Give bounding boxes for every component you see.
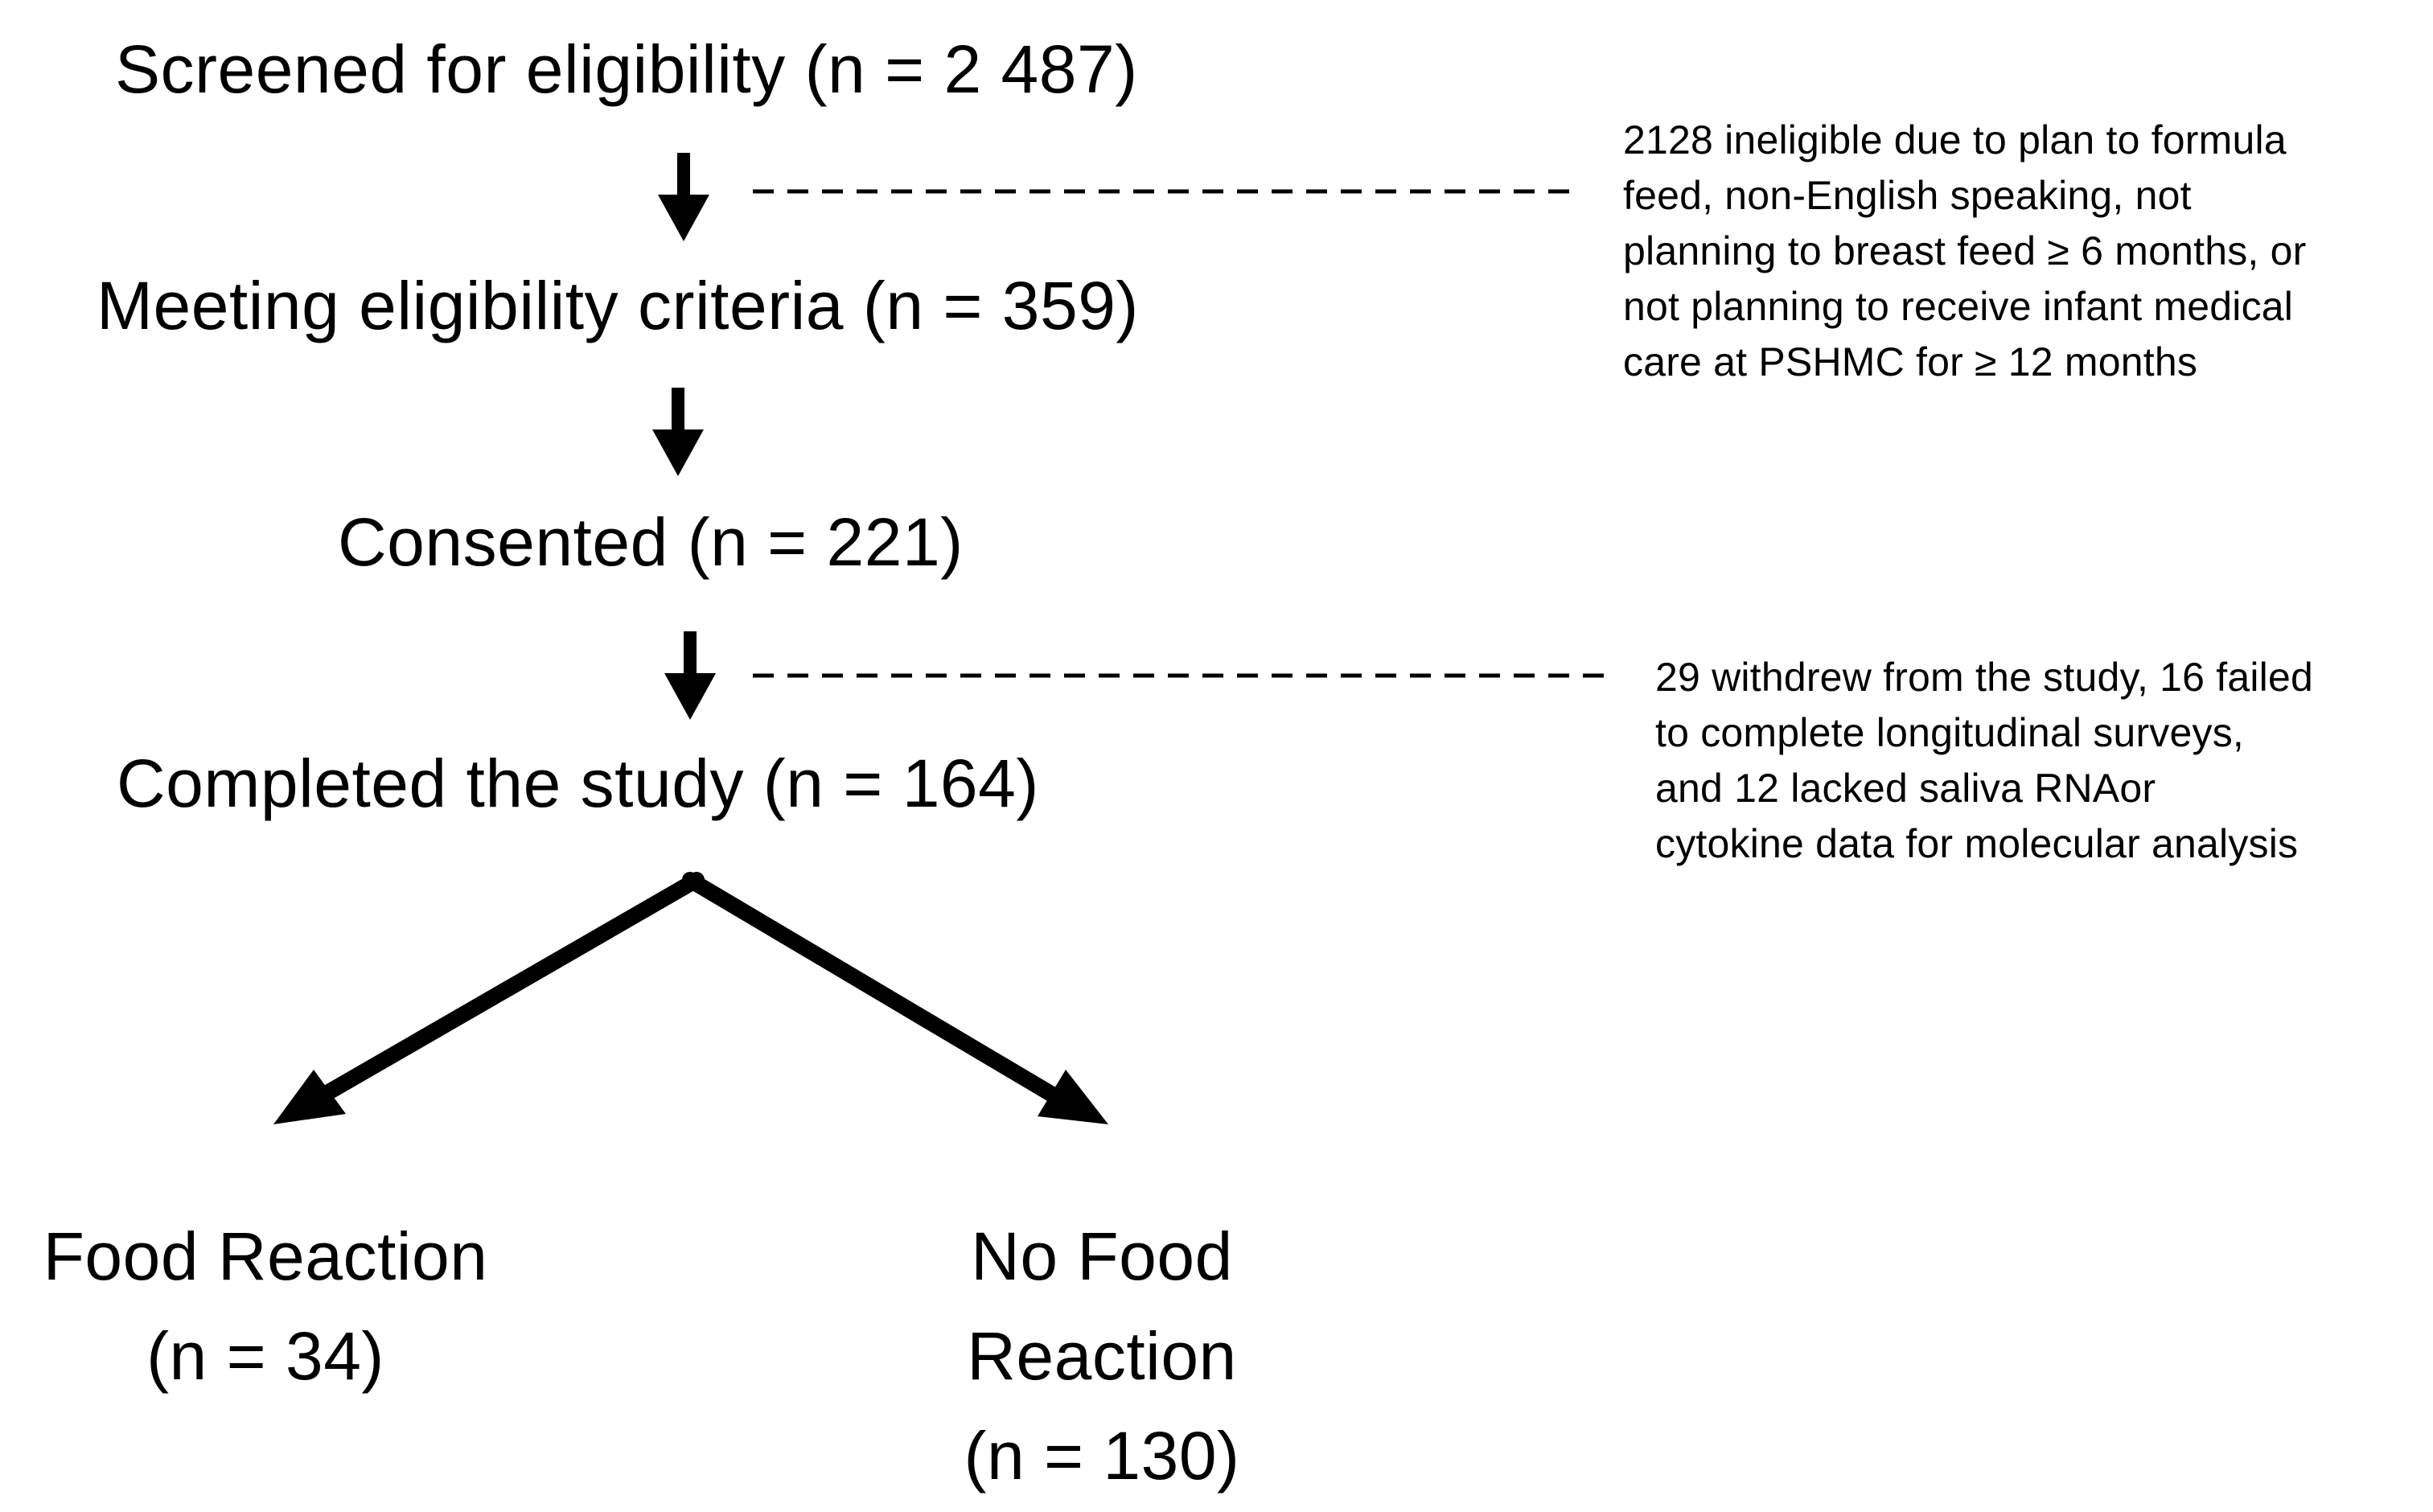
- food-reaction-node: [0, 1206, 531, 1406]
- ineligible-line: 2128 ineligible due to plan to formula: [1623, 117, 2287, 162]
- down-arrow-2: [652, 388, 704, 476]
- ineligible-line: care at PSHMC for ≥ 12 months: [1623, 339, 2198, 384]
- ineligible-note: [1623, 113, 2306, 390]
- ineligible-line: planning to breast feed ≥ 6 months, or: [1623, 228, 2307, 273]
- ineligible-line: not planning to receive infant medical: [1623, 284, 2294, 329]
- screened-node: Screened for eligibility (n = 2 487): [115, 31, 1138, 107]
- withdrawn-line: and 12 lacked saliva RNAor: [1655, 766, 2156, 811]
- split-arrow-left: [273, 880, 697, 1124]
- completed-node: Completed the study (n = 164): [117, 746, 1039, 821]
- down-arrow-3: [664, 631, 716, 720]
- withdrawn-line: cytokine data for molecular analysis: [1655, 821, 2299, 866]
- food-reaction-count: (n = 34): [146, 1318, 384, 1394]
- withdrawn-line: to complete longitudinal surveys,: [1655, 710, 2244, 755]
- withdrawn-line: 29 withdrew from the study, 16 failed: [1655, 655, 2313, 700]
- withdrawn-note: [1655, 650, 2313, 872]
- split-arrow-right: [690, 880, 1108, 1124]
- no-food-reaction-label: No Food: [971, 1218, 1233, 1294]
- down-arrow-1: [658, 153, 709, 241]
- no-food-reaction-count: (n = 130): [964, 1418, 1240, 1494]
- ineligible-line: feed, non-English speaking, not: [1623, 173, 2192, 218]
- food-reaction-label: Food Reaction: [43, 1218, 488, 1294]
- eligible-node: Meeting eligibility criteria (n = 359): [97, 268, 1139, 343]
- no-food-reaction-node: [893, 1206, 1311, 1506]
- consented-node: Consented (n = 221): [338, 504, 964, 580]
- no-food-reaction-label: Reaction: [967, 1318, 1237, 1394]
